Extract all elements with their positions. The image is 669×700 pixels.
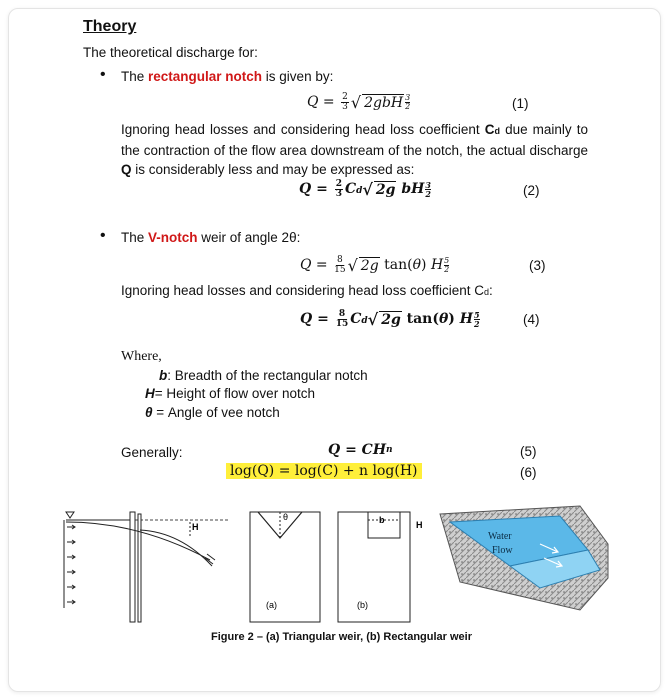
rect-para-a: Ignoring head losses and considering head loss coefficient <box>121 122 485 137</box>
figure-caption: Figure 2 – (a) Triangular weir, (b) Rectangular weir <box>211 631 473 643</box>
breadth-label: b <box>379 515 385 525</box>
where-label: Where, <box>121 349 162 364</box>
rect-para-c: is considerably less and may be expressed as: <box>131 162 415 177</box>
equation-3: Q = $\frac{8}{15}$ √ 2g tan( θ ) H 5 2 <box>300 254 450 275</box>
equation-5 <box>328 442 393 458</box>
channel-3d-view <box>440 506 608 610</box>
vnotch-bullet-post: weir of angle 2θ: <box>197 230 301 245</box>
weir-side-view <box>64 512 230 622</box>
theta-label: θ <box>283 512 289 522</box>
triangular-weir <box>250 512 320 622</box>
rect-paragraph <box>121 120 588 179</box>
intro-text: The theoretical discharge for: <box>83 45 258 60</box>
equation-5-number: (5) <box>520 444 537 459</box>
where-b-text: : Breadth of the rectangular notch <box>167 368 368 383</box>
vnotch-bullet <box>121 228 300 247</box>
weir-plate <box>130 512 135 622</box>
bullet-dot: • <box>100 227 106 244</box>
head-label: H <box>192 522 199 532</box>
where-b-symbol: b <box>159 368 168 383</box>
equation-4: Q = $\frac{8}{15}$ Cd √ 2g tan( θ ) H 5 2 <box>300 308 480 329</box>
rect-bullet <box>121 67 333 86</box>
where-theta-text: = Angle of vee notch <box>152 405 280 420</box>
generally-label: Generally: <box>121 445 183 460</box>
bullet-dot: • <box>100 66 106 83</box>
equation-1-number: (1) <box>512 96 529 111</box>
equation-4-number: (4) <box>523 312 540 327</box>
section-title: Theory <box>83 18 137 35</box>
nappe-arrows <box>205 554 215 564</box>
equation-2-number: (2) <box>523 183 540 198</box>
rect-bullet-pre: The <box>121 69 149 84</box>
equation-5-sup: n <box>386 445 393 455</box>
rectangular-weir <box>338 512 423 622</box>
equation-1: Q = $\frac{2}{3}$ √ 2gbH 3 2 <box>307 91 411 112</box>
vnotch-para-end: : <box>489 283 493 298</box>
vnotch-para-sub: d <box>483 287 489 297</box>
equation-3-number: (3) <box>529 258 546 273</box>
triangular-weir-plate <box>250 512 320 622</box>
rect-para-cd: C <box>484 122 495 137</box>
rect-para-b: due mainly to the contraction of the flow area downstream of the notch, the actual discharge <box>121 122 588 158</box>
figure-label-a: (a) <box>266 600 277 610</box>
vnotch-paragraph <box>121 281 493 302</box>
equation-6: log(Q) = log(C) + n log(H) <box>226 463 422 479</box>
where-theta <box>145 403 280 422</box>
where-h-text: = Height of flow over notch <box>154 386 315 401</box>
rect-para-q: Q <box>121 162 132 177</box>
equation-2: Q = $\frac{2}{3}$ Cd √ 2g bH 3 2 <box>299 178 431 199</box>
where-theta-symbol: θ <box>145 405 153 420</box>
rect-bullet-post: is given by: <box>262 69 334 84</box>
vnotch-bullet-em: V-notch <box>148 230 198 245</box>
where-h <box>145 384 315 403</box>
rect-para-cd-sub: d <box>494 126 500 136</box>
vnotch-para: Ignoring head losses and considering head loss coefficient C <box>121 283 484 298</box>
vnotch-bullet-pre: The <box>121 230 149 245</box>
figure-label-b: (b) <box>357 600 368 610</box>
rect-bullet-em: rectangular notch <box>148 69 263 84</box>
water-level-marker <box>66 512 74 518</box>
height-label: H <box>416 520 423 530</box>
water-label: Water <box>488 531 512 542</box>
where-b <box>159 366 368 385</box>
flow-arrows <box>67 525 75 604</box>
equation-5-text: Q = CH <box>328 442 387 458</box>
where-h-symbol: H <box>145 386 155 401</box>
weir-figure <box>40 500 620 630</box>
equation-6-number: (6) <box>520 465 537 480</box>
flow-label: Flow <box>492 545 513 556</box>
